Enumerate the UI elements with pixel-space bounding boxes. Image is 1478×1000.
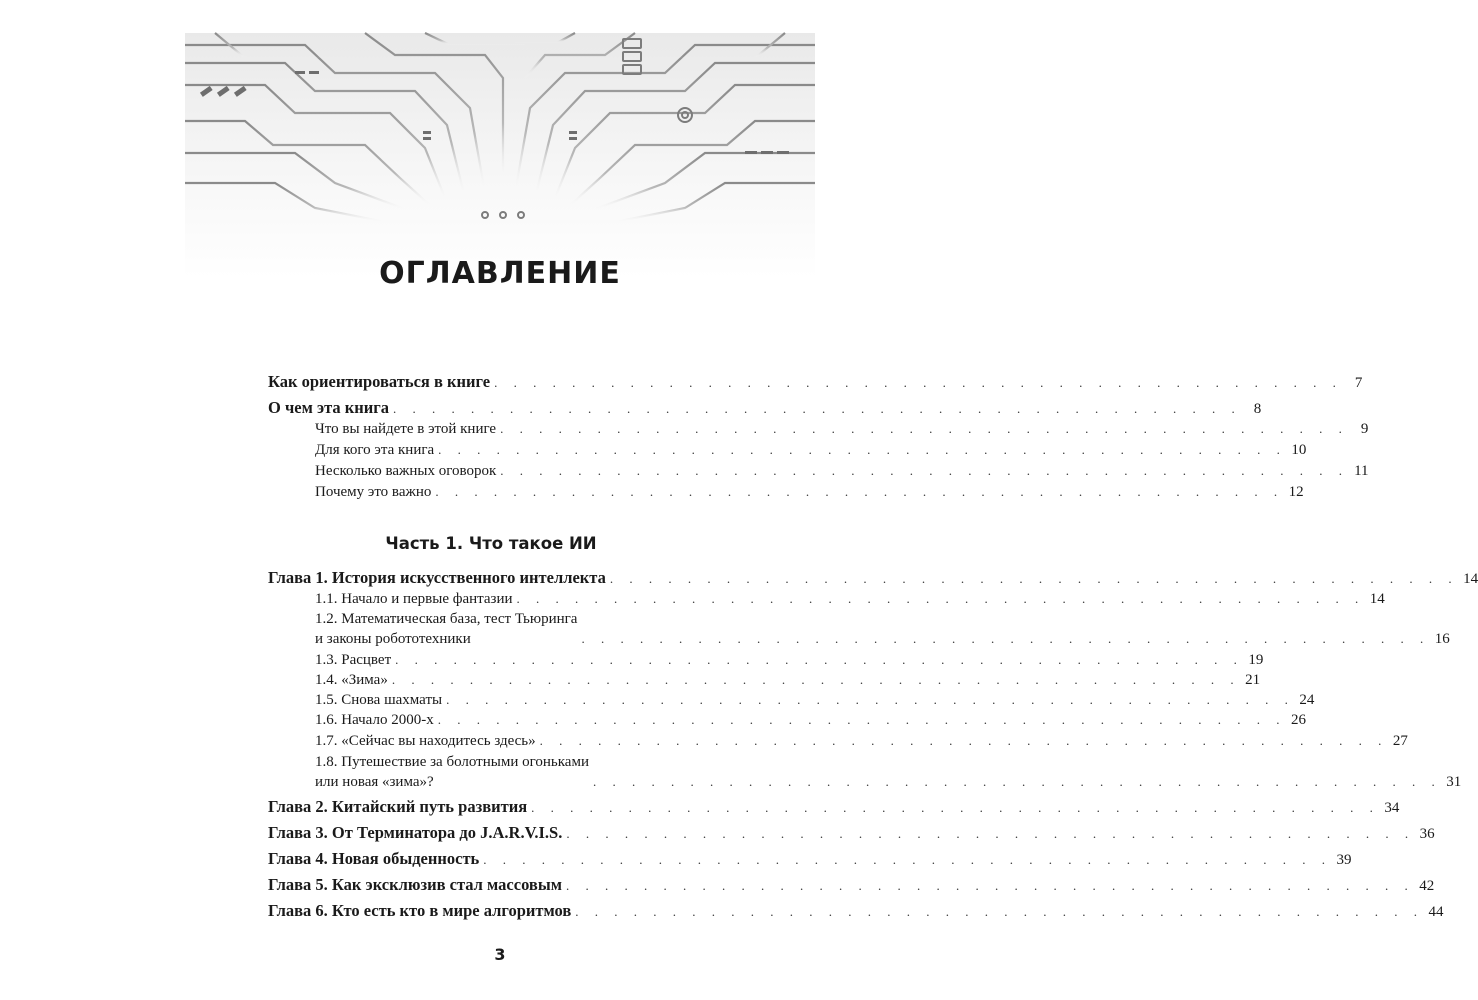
toc-entry-label: Почему это важно (315, 484, 432, 500)
toc-entry-label: Что вы найдете в этой книге (315, 421, 497, 437)
toc-subentry[interactable] (315, 690, 1315, 710)
toc-entry-label: 1.5. Снова шахматы (315, 692, 443, 708)
toc-subentry[interactable] (315, 731, 1408, 751)
toc-entry[interactable] (268, 823, 1435, 844)
dot-leader: . . . . . . . . . . . . . . . . . . . . . . . . . . . . . . . . . . . . . . . . . . . . (483, 852, 1332, 867)
toc-subentry[interactable] (315, 589, 1385, 609)
toc-entry-page: 14 (1463, 571, 1478, 587)
toc-entry[interactable] (268, 398, 1262, 419)
toc-entry-page: 16 (1434, 631, 1450, 647)
toc-entry-label: Несколько важных оговорок (315, 463, 497, 479)
toc-subentry[interactable] (315, 461, 1369, 481)
toc-entry-label: 1.7. «Сейчас вы находитесь здесь» (315, 733, 536, 749)
toc-entry-page: 14 (1369, 591, 1385, 607)
toc-entry-page: 7 (1354, 375, 1363, 391)
dot-leader: . . . . . . . . . . . . . . . . . . . . . . . . . . . . . . . . . . . . . . . . . . . . (516, 591, 1365, 606)
dot-leader: . . . . . . . . . . . . . . . . . . . . . . . . . . . . . . . . . . . . . . . . . . . . (395, 652, 1244, 667)
dot-leader: . . . . . . . . . . . . . . . . . . . . . . . . . . . . . . . . . . . . . . . . . . . . (575, 904, 1424, 919)
toc-entry-page: 44 (1428, 904, 1444, 920)
toc-entry-label: Глава 6. Кто есть кто в мире алгоритмов (268, 901, 572, 920)
toc-entry-page: 42 (1419, 878, 1435, 894)
toc-entry-page: 10 (1291, 442, 1307, 458)
toc-entry-label: Глава 2. Китайский путь развития (268, 797, 528, 816)
toc-entry-label-line2: и законы робототехники (315, 631, 471, 647)
toc-entry-page: 31 (1446, 774, 1462, 790)
dot-leader: . . . . . . . . . . . . . . . . . . . . . . . . . . . . . . . . . . . . . . . . . . . . (437, 712, 1286, 727)
toc-entry-page: 39 (1336, 852, 1352, 868)
toc-entry-page: 9 (1360, 421, 1369, 437)
toc-entry-page: 19 (1248, 652, 1264, 668)
toc-subentry[interactable] (315, 609, 1450, 649)
toc-entry[interactable] (268, 849, 1352, 870)
toc-entry-label: 1.4. «Зима» (315, 672, 388, 688)
toc-entry-label: 1.6. Начало 2000-х (315, 712, 434, 728)
dot-leader: . . . . . . . . . . . . . . . . . . . . . . . . . . . . . . . . . . . . . . . . . . . . (391, 672, 1241, 687)
toc-entry-label (315, 609, 577, 649)
toc-entry-page: 26 (1290, 712, 1306, 728)
toc-entry-label (315, 752, 589, 792)
dot-leader: . . . . . . . . . . . . . . . . . . . . . . . . . . . . . . . . . . . . . . . . . . . . (435, 484, 1284, 499)
toc-entry-page: 12 (1288, 484, 1304, 500)
dot-leader: . . . . . . . . . . . . . . . . . . . . . . . . . . . . . . . . . . . . . . . . . . . . (581, 631, 1430, 646)
toc-subentry[interactable] (315, 710, 1306, 730)
toc-entry-page: 11 (1354, 463, 1369, 479)
toc-entry-label: 1.1. Начало и первые фантазии (315, 591, 513, 607)
toc-subentry[interactable] (315, 440, 1307, 460)
toc-entry-label-line1: 1.8. Путешествие за болотными огоньками (315, 754, 589, 770)
dot-leader: . . . . . . . . . . . . . . . . . . . . . . . . . . . . . . . . . . . . . . . . . . . . (393, 401, 1242, 416)
dot-leader: . . . . . . . . . . . . . . . . . . . . . . . . . . . . . . . . . . . . . . . . . . . . (539, 733, 1388, 748)
dot-leader: . . . . . . . . . . . . . . . . . . . . . . . . . . . . . . . . . . . . . . . . . . . . (446, 692, 1295, 707)
toc-entry[interactable] (268, 568, 1478, 589)
toc-entry-label: О чем эта книга (268, 398, 390, 417)
toc-entry[interactable] (268, 875, 1435, 896)
toc-entry[interactable] (268, 797, 1400, 818)
toc-entry-page: 34 (1384, 800, 1400, 816)
dot-leader: . . . . . . . . . . . . . . . . . . . . . . . . . . . . . . . . . . . . . . . . . . . . (500, 421, 1349, 436)
toc-subentry[interactable] (315, 482, 1304, 502)
toc-entry-label: 1.3. Расцвет (315, 652, 392, 668)
toc-entry-label: Глава 1. История искусственного интеллекта (268, 568, 606, 587)
toc-entry[interactable] (268, 372, 1363, 393)
toc-entry-page: 8 (1253, 401, 1262, 417)
toc-entry-label: Глава 5. Как эксклюзив стал массовым (268, 875, 562, 894)
dot-leader: . . . . . . . . . . . . . . . . . . . . . . . . . . . . . . . . . . . . . . . . . . . . (566, 826, 1415, 841)
toc-entry-label: Глава 3. От Терминатора до J.A.R.V.I.S. (268, 823, 563, 842)
toc-entry-page: 21 (1245, 672, 1261, 688)
dot-leader: . . . . . . . . . . . . . . . . . . . . . . . . . . . . . . . . . . . . . . . . . . . . (500, 463, 1349, 478)
toc-subentry[interactable] (315, 650, 1264, 670)
dot-leader: . . . . . . . . . . . . . . . . . . . . . . . . . . . . . . . . . . . . . . . . . . . . (494, 375, 1343, 390)
toc-entry-label: Глава 4. Новая обыденность (268, 849, 480, 868)
toc-entry-page: 36 (1419, 826, 1435, 842)
dot-leader: . . . . . . . . . . . . . . . . . . . . . . . . . . . . . . . . . . . . . . . . . . . . (592, 774, 1442, 789)
dot-leader: . . . . . . . . . . . . . . . . . . . . . . . . . . . . . . . . . . . . . . . . . . . . (531, 800, 1380, 815)
toc-entry-page: 27 (1392, 733, 1408, 749)
table-of-contents (268, 0, 1478, 1000)
toc-entry-label-line2: или новая «зима»? (315, 774, 434, 790)
toc-entry-label: Для кого эта книга (315, 442, 435, 458)
toc-entry-label: Как ориентироваться в книге (268, 372, 491, 391)
toc-subentry[interactable] (315, 670, 1261, 690)
toc-heading: ОГЛАВЛЕНИЕ (379, 256, 621, 291)
page-number: 3 (494, 945, 506, 964)
toc-entry-page: 24 (1299, 692, 1315, 708)
toc-subentry[interactable] (315, 419, 1369, 439)
dot-leader: . . . . . . . . . . . . . . . . . . . . . . . . . . . . . . . . . . . . . . . . . . . . (438, 442, 1287, 457)
toc-subentry[interactable] (315, 752, 1462, 792)
toc-entry-label-line1: 1.2. Математическая база, тест Тьюринга (315, 611, 578, 627)
dot-leader: . . . . . . . . . . . . . . . . . . . . . . . . . . . . . . . . . . . . . . . . . . . . (609, 571, 1459, 586)
dot-leader: . . . . . . . . . . . . . . . . . . . . . . . . . . . . . . . . . . . . . . . . . . . . (565, 878, 1415, 893)
toc-entry[interactable] (268, 901, 1444, 922)
part-heading: Часть 1. Что такое ИИ (385, 534, 597, 553)
